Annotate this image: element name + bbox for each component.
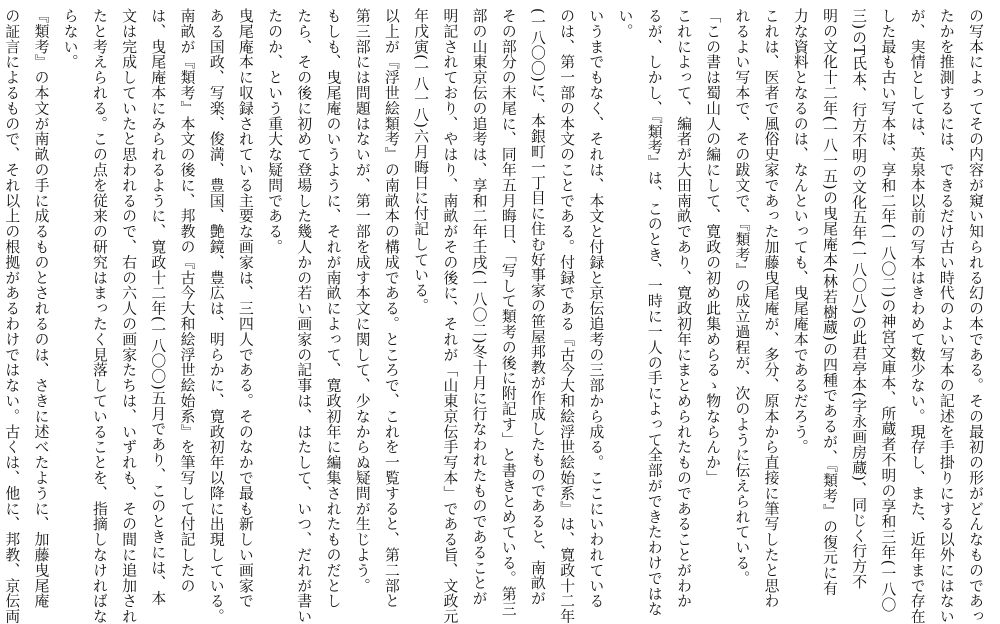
text-line: した最も古い写本は、享和二年(一八〇二)の神宮文庫本、所蔵者不明の享和三年(一八〇 [879,8,897,613]
text-line: のは、第一部の本文のことである。付録である『古今大和絵浮世絵始系』は、寛政十二年 [558,8,576,624]
text-line: ある国政、写楽、俊満、豊国、艶鏡、豊広は、明らかに、寛政初年以降に出現している。 [207,8,225,624]
text-line: 明の文化十二年(一八一五)の曳尾庵本(林若樹蔵)の四種であるが、『類考』の復元に有 [820,8,838,596]
vertical-text-body [3,8,990,624]
text-line: たのか、という重大な疑問である。 [266,8,284,255]
text-line: 南畝が『類考』本文の後に、邦教の『古今大和絵浮世絵始系』を筆写して付記したの [178,8,196,594]
text-line: が、実情としては、英泉本以前の写本はきわめて数少ない。現存し、また、近年まで存在 [908,8,926,624]
text-line: 文は完成していたと思われるので、右の六人の画家たちは、いずれも、その間に追加され [120,8,138,624]
text-line: 「この書は蜀山人の編にして、寛政の初め此集めらるゝ物ならんか」 [704,8,722,486]
text-line: の証言によるもので、それ以上の根拠があるわけではない。古くは、他に、邦教、京伝両 [3,8,21,624]
text-line: るが、しかし、『類考』は、このとき、一時に一人の手によって全部ができたわけではな [645,8,663,617]
text-line: 明記されており、やはり、南畝がその後に、それが「山東京伝手写本」である旨、文政元 [441,8,459,624]
text-line: もしも、曳尾庵のいうように、それが南畝によって、寛政初年に編集されたものだとし [324,8,342,609]
text-line: 『類考』の本文が南畝の手に成るものとされるのは、さきに述べたように、加藤曳尾庵 [32,8,50,609]
text-line: 力な資料となるのは、なんといっても、曳尾庵本であるだろう。 [791,8,809,455]
text-line: 第三部には問題はないが、第一部を成す本文に関して、少なからぬ疑問が生じよう。 [353,8,371,594]
text-line: 部の山東京伝の追考は、享和二年壬戌(一八〇二)冬十月に行なわれたものであることが [470,8,488,606]
text-line: 曳尾庵本に収録されている主要な画家は、三四人である。そのなかで最も新しい画家で [236,8,254,609]
text-line: は、曳尾庵本にみられるように、寛政十二年(一八〇〇)五月であり、このときには、本 [149,8,167,606]
text-line: らない。 [61,8,79,70]
text-line: の写本によってその内容が窺い知られる幻の本である。その最初の形がどんなものであっ [967,8,984,624]
text-line: これによって、編者が大田南畝であり、寛政初年にまとめられたものであることがわか [674,8,692,609]
text-line: れるよい写本で、その跋文で、『類考』の成立過程が、次のように伝えられている。 [733,8,751,586]
text-line: いうまでもなく、それは、本文と付録と京伝追考の三部から成る。ここにいわれている [587,8,605,609]
text-line: これは、医者で風俗史家であった加藤曳尾庵が、多分、原本から直接に筆写したと思わ [762,8,780,609]
text-line: (一八〇〇)に、本銀町一丁目に住む好事家の笹屋邦教が作成したものであると、南畝が [528,8,546,606]
text-line: 三)のT氏本、行方不明の文化五年(一八〇八)の此君亭本(字永画房蔵)、同じく行方不 [850,8,868,590]
text-line: 以上が『浮世絵類考』の南畝本の構成である。ところで、これを一覧すると、第二部と [382,8,400,609]
text-line: たと考えられる。この点を従来の研究はまったく見落していることを、指摘しなければな [90,8,108,624]
text-line: たら、その後に初めて登場した幾人かの若い画家の記事は、はたして、いつ、だれが書い [295,8,313,624]
text-line: たかを推測するには、できるだけ古い時代のよい写本の記述を手掛りにする以外にはない [937,8,955,624]
text-line: い。 [616,8,634,39]
text-line: その部分の末尾に、同年五月晦日、「写して類考の後に附記す」と書きとめている。第三 [499,8,517,617]
text-line: 年戊寅(一八一八)六月晦日に付記している。 [412,8,430,314]
